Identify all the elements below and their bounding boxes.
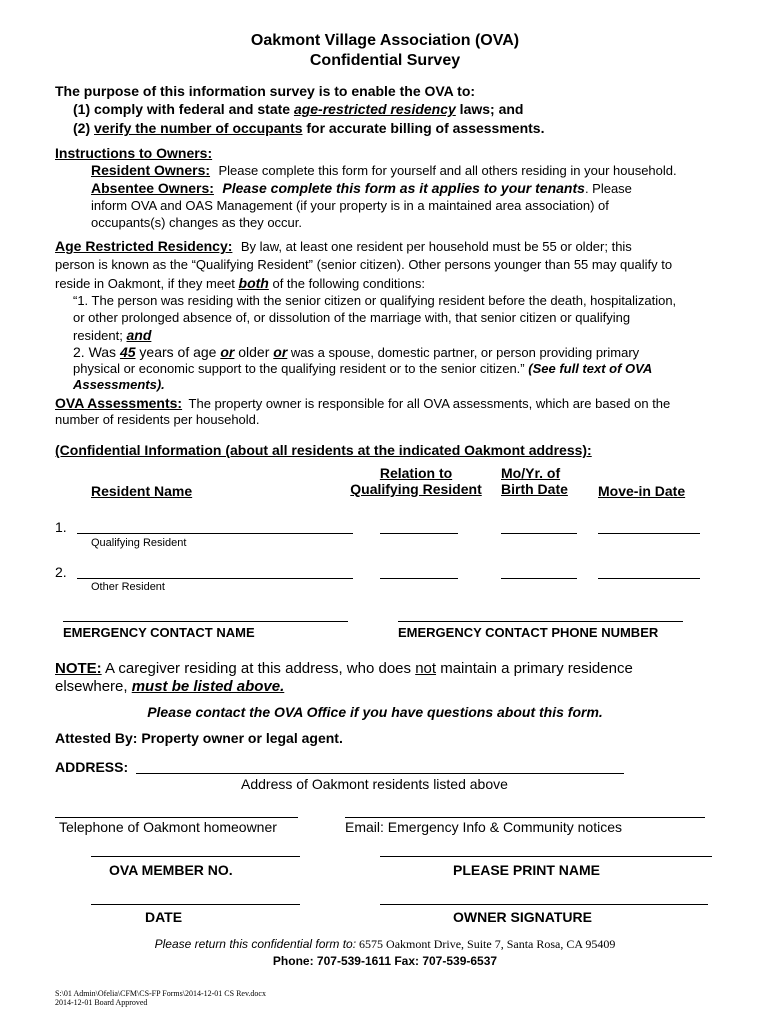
date-field[interactable]: [91, 904, 300, 905]
purpose-item-2-suffix: for accurate billing of assessments.: [302, 120, 545, 136]
return-line: [0, 937, 770, 952]
row-1-relation-field[interactable]: [380, 533, 458, 534]
telephone-label: Telephone of Oakmont homeowner: [59, 819, 277, 835]
email-label: Email: Emergency Info & Community notices: [345, 819, 622, 835]
row-1-number: 1.: [55, 519, 67, 535]
age-restricted-line-1: [55, 238, 632, 256]
ova-assessments-label: OVA Assessments:: [55, 395, 183, 411]
note-em: must be listed above.: [131, 678, 285, 695]
return-em: Please return this confidential form to:: [154, 937, 357, 951]
col-resident-name: Resident Name: [91, 483, 193, 499]
emergency-name-label: EMERGENCY CONTACT NAME: [63, 625, 255, 640]
condition-2-a: [73, 344, 639, 362]
row-1-name-field[interactable]: [77, 533, 353, 534]
col-relation-2: Qualifying Resident: [350, 481, 482, 497]
row-2-caption: Other Resident: [91, 581, 165, 593]
condition-2-c: Assessments).: [73, 377, 165, 392]
col-birth-2: Birth Date: [501, 481, 568, 497]
address-label: ADDRESS:: [55, 759, 129, 775]
owner-signature-label: OWNER SIGNATURE: [453, 909, 592, 925]
emergency-phone-label: EMERGENCY CONTACT PHONE NUMBER: [398, 625, 659, 640]
col-relation: [345, 465, 487, 497]
owner-signature-field[interactable]: [380, 904, 708, 905]
row-2-name-field[interactable]: [77, 578, 353, 579]
condition-and: and: [126, 327, 152, 343]
page-subtitle: Confidential Survey: [309, 52, 461, 69]
age-line-1: By law, at least one resident per household must be 55 or older; this: [240, 239, 632, 254]
age-line-3a: reside in Oakmont, if they meet: [55, 276, 239, 291]
condition-2-b: [73, 361, 652, 376]
note-line-2: [55, 678, 284, 695]
condition-1-b: or other prolonged absence of, or dissolution of the marriage with, that senior citizen or qualifying: [73, 310, 631, 325]
absentee-text-3: occupants(s) changes as they occur.: [91, 215, 303, 230]
resident-owners-text: Please complete this form for yourself and all others residing in your household.: [218, 163, 677, 178]
row-2-birth-field[interactable]: [501, 578, 577, 579]
condition-2-c-text: older: [234, 344, 274, 360]
note-not: not: [415, 660, 437, 677]
condition-2-e-text: physical or economic support to the qualifying resident or to the senior citizen.”: [73, 361, 529, 376]
contact-office-line: Please contact the OVA Office if you have questions about this form.: [147, 704, 603, 720]
note-line-1: [55, 660, 633, 677]
purpose-item-2-em: verify the number of occupants: [94, 120, 303, 136]
purpose-item-1-prefix: (1) comply with federal and state: [73, 101, 294, 117]
member-no-label: OVA MEMBER NO.: [109, 862, 233, 878]
condition-45: 45: [119, 344, 136, 360]
purpose-item-1-suffix: laws; and: [455, 101, 524, 117]
col-birth: [501, 465, 568, 497]
absentee-text-2: inform OVA and OAS Management (if your property is in a maintained area association) of: [91, 198, 609, 213]
page-title: Oakmont Village Association (OVA): [250, 32, 520, 49]
col-birth-1: Mo/Yr. of: [501, 465, 561, 481]
row-1-movein-field[interactable]: [598, 533, 700, 534]
purpose-intro: The purpose of this information survey is to enable the OVA to:: [55, 83, 476, 99]
note-label: NOTE:: [55, 660, 102, 677]
print-name-field[interactable]: [380, 856, 712, 857]
absentee-owners-label: Absentee Owners:: [91, 180, 214, 196]
col-relation-1: Relation to: [379, 465, 453, 481]
col-move-in: Move-in Date: [598, 483, 686, 499]
member-no-field[interactable]: [91, 856, 300, 857]
row-2-relation-field[interactable]: [380, 578, 458, 579]
condition-2-b-text: years of age: [135, 344, 221, 360]
emergency-name-field[interactable]: [63, 621, 348, 622]
resident-owners: [91, 162, 677, 180]
condition-1-c-text: resident;: [73, 328, 127, 343]
note-text-2: maintain a primary residence: [436, 660, 633, 677]
ova-assessments: [55, 395, 670, 413]
date-label: DATE: [145, 909, 183, 925]
absentee-owners: [91, 180, 632, 198]
row-1-birth-field[interactable]: [501, 533, 577, 534]
condition-or-2: or: [273, 344, 288, 360]
address-field[interactable]: [136, 773, 624, 774]
office-phone-fax: Phone: 707-539-1611 Fax: 707-539-6537: [272, 954, 498, 968]
condition-see-full-text: (See full text of OVA: [528, 361, 653, 376]
purpose-item-2: [73, 120, 544, 136]
row-1-caption: Qualifying Resident: [91, 537, 187, 549]
age-both: both: [238, 275, 269, 291]
email-field[interactable]: [345, 817, 705, 818]
note-text-1: A caregiver residing at this address, who does: [101, 660, 416, 677]
address-caption: Address of Oakmont residents listed above: [241, 776, 508, 792]
purpose-item-1: [73, 101, 523, 117]
attested-by: Attested By: Property owner or legal agent.: [55, 730, 343, 746]
purpose-item-1-em: age-restricted residency: [293, 101, 456, 117]
age-restricted-label: Age Restricted Residency:: [55, 238, 233, 254]
age-line-2: person is known as the “Qualifying Resident” (senior citizen). Other persons younger than 55 may qualify to: [55, 257, 673, 272]
condition-or-1: or: [220, 344, 235, 360]
file-path: S:\01 Admin\Ofelia\CFM\CS-FP Forms\2014-12-01 CS Rev.docx: [55, 989, 266, 998]
ova-assessments-text: The property owner is responsible for all OVA assessments, which are based on the: [188, 396, 671, 411]
purpose-item-2-prefix: (2): [73, 120, 94, 136]
resident-owners-label: Resident Owners:: [91, 162, 211, 178]
condition-2-a-text: 2. Was: [73, 344, 120, 360]
condition-1-c: [73, 327, 151, 343]
board-approved: 2014-12-01 Board Approved: [55, 998, 148, 1007]
age-line-3c: of the following conditions:: [268, 276, 425, 291]
return-address: 6575 Oakmont Drive, Suite 7, Santa Rosa, CA 95409: [356, 937, 616, 951]
row-2-movein-field[interactable]: [598, 578, 700, 579]
absentee-owners-text: . Please: [584, 181, 632, 196]
row-2-number: 2.: [55, 564, 67, 580]
absentee-owners-em: Please complete this form as it applies to your tenants: [222, 180, 585, 196]
print-name-label: PLEASE PRINT NAME: [453, 862, 601, 878]
emergency-phone-field[interactable]: [398, 621, 683, 622]
ova-assessments-text-2: number of residents per household.: [55, 412, 260, 427]
confidential-heading: (Confidential Information (about all residents at the indicated Oakmont address):: [55, 442, 592, 458]
instructions-heading: Instructions to Owners:: [55, 145, 213, 161]
telephone-field[interactable]: [55, 817, 298, 818]
condition-1-a: “1. The person was residing with the senior citizen or qualifying resident before the death, hospitalization,: [73, 293, 677, 308]
note-text-3: elsewhere,: [55, 678, 132, 695]
age-line-3: [55, 275, 425, 291]
condition-2-d-text: was a spouse, domestic partner, or person providing primary: [287, 345, 640, 360]
